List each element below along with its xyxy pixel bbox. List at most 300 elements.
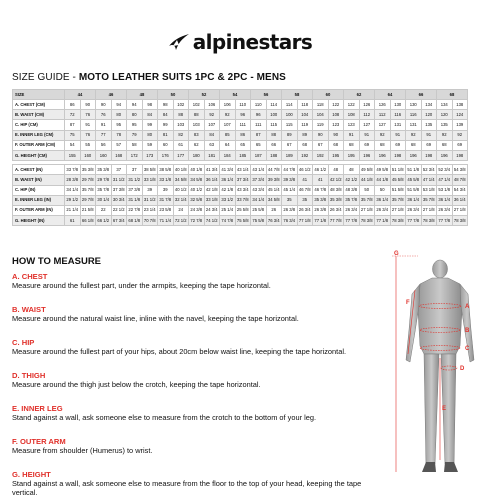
table-cell: 67 3/4: [111, 216, 127, 226]
table-cell: 43 3/4: [235, 185, 251, 195]
table-cell: 48: [328, 165, 344, 175]
table-cell: 92: [375, 130, 391, 140]
measure-item: [12, 404, 372, 437]
table-cell: 35: [282, 195, 298, 205]
table-cell: 33 7/8: [235, 195, 251, 205]
table-cell: 42 1/8: [220, 185, 236, 195]
table-cell: 69: [452, 140, 468, 150]
table-cell: 131: [390, 120, 406, 130]
table-cell: 24 3/4: [204, 205, 220, 215]
table-cell: 77: [96, 130, 112, 140]
table-cell: 177: [173, 150, 189, 160]
table-cell: 68: [344, 140, 360, 150]
table-cell: 107: [220, 120, 236, 130]
row-label: A. CHEST (CM): [13, 100, 65, 110]
table-cell: 29 1/2: [65, 195, 81, 205]
measure-item-description: Measure around the natural waist line, inline with the navel, keeping the tape horizontal.: [12, 314, 299, 323]
size-header-cell: 46: [96, 90, 127, 100]
table-cell: 43 3/4: [251, 185, 267, 195]
table-cell: 30 3/4: [111, 195, 127, 205]
table-cell: 198: [421, 150, 437, 160]
table-cell: 44 7/8: [266, 165, 282, 175]
table-cell: 33 1/2: [220, 195, 236, 205]
table-cell: 78 3/8: [421, 216, 437, 226]
table-cell: 60: [158, 140, 174, 150]
table-cell: 39 3/8: [282, 175, 298, 185]
table-cell: 35 3/8: [328, 195, 344, 205]
table-cell: 69: [421, 140, 437, 150]
table-cell: 33 1/8: [204, 195, 220, 205]
table-cell: 22: [96, 205, 112, 215]
table-cell: 110: [251, 100, 267, 110]
table-row: [13, 110, 468, 120]
table-cell: 135: [421, 120, 437, 130]
table-cell: 91: [344, 130, 360, 140]
measure-item-label: E. INNER LEG: [12, 404, 63, 413]
table-cell: 106: [204, 100, 220, 110]
table-row: [13, 120, 468, 130]
table-cell: 72: [65, 110, 81, 120]
table-cell: 79: [127, 130, 143, 140]
table-cell: 29 7/8: [80, 195, 96, 205]
table-cell: 27 1/8: [421, 205, 437, 215]
table-cell: 22 7/8: [127, 205, 143, 215]
row-label: G. HEIGHT (IN): [13, 216, 65, 226]
table-cell: 41 3/4: [220, 165, 236, 175]
table-cell: 196: [359, 150, 375, 160]
table-cell: 63: [204, 140, 220, 150]
table-cell: 134: [421, 100, 437, 110]
table-cell: 61: [173, 140, 189, 150]
table-cell: 49 5/8: [359, 165, 375, 175]
table-cell: 115: [266, 120, 282, 130]
table-cell: 76: [80, 130, 96, 140]
table-cell: 131: [406, 120, 422, 130]
table-cell: 77 1/8: [375, 216, 391, 226]
table-cell: 27 1/8: [452, 205, 468, 215]
table-cell: 90: [328, 130, 344, 140]
table-cell: 130: [406, 100, 422, 110]
label-b: B: [465, 328, 470, 334]
measure-item: [12, 371, 372, 404]
table-cell: 26 3/8: [282, 205, 298, 215]
size-table: [12, 89, 468, 226]
table-cell: 78: [111, 130, 127, 140]
table-cell: 34 1/4: [65, 185, 81, 195]
table-cell: 26 3/4: [328, 205, 344, 215]
table-cell: 72 1/2: [173, 216, 189, 226]
table-cell: 127: [375, 120, 391, 130]
table-cell: 180: [189, 150, 205, 160]
table-cell: 65: [235, 140, 251, 150]
table-cell: 108: [344, 110, 360, 120]
table-cell: 43 1/4: [251, 165, 267, 175]
table-cell: 40 1/2: [173, 185, 189, 195]
table-cell: 69: [359, 140, 375, 150]
table-cell: 75: [65, 130, 81, 140]
label-c: C: [465, 346, 470, 352]
table-row: [13, 100, 468, 110]
table-cell: 160: [80, 150, 96, 160]
table-row: [13, 195, 468, 205]
table-cell: 38 5/8: [158, 165, 174, 175]
table-cell: 41 3/4: [204, 165, 220, 175]
table-cell: 91: [421, 130, 437, 140]
table-cell: 111: [251, 120, 267, 130]
table-cell: 54: [65, 140, 81, 150]
table-cell: 118: [313, 100, 329, 110]
table-cell: 122: [344, 100, 360, 110]
alpinestars-star-icon: [168, 33, 190, 51]
table-row: [13, 165, 468, 175]
size-header-cell: 62: [344, 90, 375, 100]
table-cell: 124: [452, 110, 468, 120]
table-cell: 34 5/8: [173, 175, 189, 185]
measure-item: [12, 437, 372, 470]
size-header-cell: 54: [220, 90, 251, 100]
table-cell: 69: [390, 140, 406, 150]
table-cell: 76 3/4: [266, 216, 282, 226]
size-header-cell: 44: [65, 90, 96, 100]
size-header-cell: 52: [189, 90, 220, 100]
table-cell: 118: [297, 100, 313, 110]
table-cell: 120: [437, 110, 453, 120]
table-cell: 198: [390, 150, 406, 160]
table-cell: 181: [204, 150, 220, 160]
table-cell: 76 3/4: [282, 216, 298, 226]
table-cell: 75 5/8: [235, 216, 251, 226]
table-cell: 88: [189, 110, 205, 120]
table-cell: 87: [65, 120, 81, 130]
table-cell: 31 1/2: [127, 175, 143, 185]
table-cell: 130: [390, 100, 406, 110]
measure-item-label: C. HIP: [12, 338, 35, 347]
table-cell: 35 3/8: [80, 165, 96, 175]
measure-item-label: A. CHEST: [12, 272, 48, 281]
table-cell: 66 1/8: [80, 216, 96, 226]
row-label: B. WAIST (IN): [13, 175, 65, 185]
table-cell: 116: [390, 110, 406, 120]
table-cell: 52 3/4: [421, 165, 437, 175]
table-cell: 45 1/4: [282, 185, 298, 195]
table-cell: 23 1/4: [142, 205, 158, 215]
table-cell: 43 1/4: [235, 165, 251, 175]
table-cell: 91: [96, 120, 112, 130]
table-cell: 91: [390, 130, 406, 140]
label-e: E: [442, 406, 447, 412]
table-cell: 76: [96, 110, 112, 120]
table-cell: 26 3/4: [297, 205, 313, 215]
table-row: [13, 175, 468, 185]
table-cell: 41: [313, 175, 329, 185]
measure-list: [12, 272, 372, 503]
table-cell: 67: [282, 140, 298, 150]
table-cell: 192: [313, 150, 329, 160]
table-cell: 139: [452, 120, 468, 130]
table-cell: 39: [142, 185, 158, 195]
row-label: E. INNER LEG (IN): [13, 195, 65, 205]
table-cell: 41: [297, 175, 313, 185]
table-cell: 46 7/8: [313, 185, 329, 195]
table-cell: 40 1/8: [189, 165, 205, 175]
row-label: A. CHEST (IN): [13, 165, 65, 175]
table-cell: 123: [328, 120, 344, 130]
table-cell: 78 3/8: [359, 216, 375, 226]
table-cell: 40 1/8: [173, 165, 189, 175]
size-header-cell: 68: [437, 90, 468, 100]
table-cell: 62: [189, 140, 205, 150]
table-cell: 33 1/8: [158, 175, 174, 185]
table-cell: 74 1/2: [204, 216, 220, 226]
title-main: MOTO LEATHER SUITS 1PC & 2PC - MENS: [78, 72, 286, 83]
table-cell: 77 7/8: [344, 216, 360, 226]
table-cell: 26 3/4: [375, 205, 391, 215]
table-row: [13, 205, 468, 215]
table-cell: 42 1/2: [328, 175, 344, 185]
table-cell: 106: [220, 100, 236, 110]
table-cell: 36 1/4: [437, 195, 453, 205]
table-cell: 51 1/8: [390, 165, 406, 175]
table-cell: 35 7/8: [390, 195, 406, 205]
table-cell: 185: [235, 150, 251, 160]
title-prefix: SIZE GUIDE -: [12, 72, 79, 83]
table-cell: 30 1/4: [96, 195, 112, 205]
table-cell: 33 1/8: [142, 175, 158, 185]
table-cell: 89: [297, 130, 313, 140]
table-cell: 53 1/8: [437, 185, 453, 195]
table-cell: 86: [235, 130, 251, 140]
table-cell: 108: [328, 110, 344, 120]
table-cell: 74 7/8: [220, 216, 236, 226]
table-cell: 192: [297, 150, 313, 160]
table-cell: 39: [158, 185, 174, 195]
table-cell: 87: [251, 130, 267, 140]
table-cell: 67: [313, 140, 329, 150]
table-cell: 70 7/8: [142, 216, 158, 226]
table-cell: 25 5/8: [235, 205, 251, 215]
table-cell: 37 3/4: [251, 175, 267, 185]
table-cell: 44 1/8: [375, 175, 391, 185]
table-cell: 134: [437, 100, 453, 110]
table-row: [13, 150, 468, 160]
table-cell: 36 1/4: [452, 195, 468, 205]
table-cell: 31 7/8: [158, 195, 174, 205]
table-cell: 36 1/4: [406, 195, 422, 205]
table-cell: 103: [173, 120, 189, 130]
table-cell: 42 1/8: [204, 185, 220, 195]
table-cell: 68: [437, 140, 453, 150]
table-cell: 196: [406, 150, 422, 160]
table-cell: 35 3/8: [313, 195, 329, 205]
table-cell: 25 5/8: [251, 205, 267, 215]
table-cell: 45 5/8: [406, 175, 422, 185]
table-cell: 188: [266, 150, 282, 160]
table-cell: 50: [375, 185, 391, 195]
table-cell: 35 7/8: [359, 195, 375, 205]
measure-item-description: Stand against a wall, ask someone else to measure from the crotch to the bottom of your leg.: [12, 413, 316, 422]
table-cell: 24: [173, 205, 189, 215]
table-cell: 51 5/8: [406, 185, 422, 195]
measure-item: [12, 305, 372, 338]
body-silhouette-icon: [382, 250, 478, 476]
brand-name: alpinestars: [192, 30, 313, 54]
table-row: [13, 130, 468, 140]
table-cell: 45 5/8: [390, 175, 406, 185]
table-cell: 61: [65, 216, 81, 226]
table-cell: 21 5/8: [80, 205, 96, 215]
table-cell: 82: [173, 130, 189, 140]
table-cell: 81: [158, 130, 174, 140]
table-cell: 37 3/8: [111, 185, 127, 195]
table-cell: 23 5/8: [158, 205, 174, 215]
size-header-cell: 66: [406, 90, 437, 100]
table-cell: 50: [359, 185, 375, 195]
table-cell: 110: [235, 100, 251, 110]
table-cell: 102: [189, 100, 205, 110]
measure-item-label: D. THIGH: [12, 371, 46, 380]
table-cell: 36 1/4: [204, 175, 220, 185]
table-cell: 38 5/8: [142, 165, 158, 175]
table-cell: 55: [80, 140, 96, 150]
table-cell: 120: [421, 110, 437, 120]
table-cell: 127: [359, 120, 375, 130]
table-cell: 57: [111, 140, 127, 150]
table-cell: 33 7/8: [65, 165, 81, 175]
size-header-label: SIZE: [13, 90, 65, 100]
label-f: F: [406, 300, 410, 306]
table-cell: 56: [96, 140, 112, 150]
table-cell: 48 3/8: [328, 185, 344, 195]
table-cell: 173: [142, 150, 158, 160]
table-cell: 34 1/4: [251, 195, 267, 205]
table-cell: 78 3/8: [390, 216, 406, 226]
row-label: C. HIP (IN): [13, 185, 65, 195]
size-header-cell: 60: [313, 90, 344, 100]
table-cell: 94: [127, 100, 143, 110]
table-cell: 85: [220, 130, 236, 140]
table-cell: 112: [359, 110, 375, 120]
brand-logo: [0, 28, 480, 56]
measure-item-description: Measure around the thigh just below the crotch, keeping the tape horizontal.: [12, 380, 261, 389]
measure-item-description: Measure around the fullest part, under the armpits, keeping the tape horizontal.: [12, 281, 271, 290]
table-cell: 77 1/8: [313, 216, 329, 226]
table-cell: 26 3/4: [437, 205, 453, 215]
label-d: D: [460, 366, 465, 372]
table-cell: 90: [313, 130, 329, 140]
table-cell: 172: [127, 150, 143, 160]
table-cell: 196: [437, 150, 453, 160]
how-to-measure-heading: HOW TO MEASURE: [12, 256, 102, 267]
table-cell: 90: [96, 100, 112, 110]
table-cell: 92: [220, 110, 236, 120]
table-cell: 51 1/8: [406, 165, 422, 175]
table-cell: 40 1/2: [189, 185, 205, 195]
table-cell: 45 1/4: [266, 185, 282, 195]
table-cell: 29 7/8: [80, 175, 96, 185]
table-cell: 59: [142, 140, 158, 150]
table-cell: 160: [96, 150, 112, 160]
table-cell: 112: [375, 110, 391, 120]
table-cell: 54 3/4: [452, 185, 468, 195]
table-cell: 103: [189, 120, 205, 130]
table-cell: 39 3/8: [266, 175, 282, 185]
table-cell: 123: [344, 120, 360, 130]
table-cell: 68: [375, 140, 391, 150]
table-cell: 92: [204, 110, 220, 120]
table-cell: 95: [127, 120, 143, 130]
table-cell: 34 5/8: [189, 175, 205, 185]
table-cell: 53 1/8: [421, 185, 437, 195]
table-cell: 37 3/4: [235, 175, 251, 185]
table-cell: 84: [158, 110, 174, 120]
row-label: F. OUTER ARM (CM): [13, 140, 65, 150]
table-cell: 80: [142, 130, 158, 140]
table-cell: 77 1/8: [297, 216, 313, 226]
table-cell: 68: [328, 140, 344, 150]
table-cell: 68 1/8: [127, 216, 143, 226]
table-cell: 78 3/8: [452, 216, 468, 226]
table-cell: 35 7/8: [80, 185, 96, 195]
table-row: [13, 185, 468, 195]
table-cell: 196: [375, 150, 391, 160]
measure-item-description: Measure around the fullest part of your hips, about 20cm below waist line, keeping the tape horizontal.: [12, 347, 347, 356]
table-cell: 114: [282, 100, 298, 110]
table-cell: 26 3/4: [406, 205, 422, 215]
table-cell: 35 3/8: [96, 165, 112, 175]
table-cell: 31 1/2: [111, 175, 127, 185]
table-cell: 35 7/8: [421, 195, 437, 205]
row-label: C. HIP (CM): [13, 120, 65, 130]
table-cell: 28 3/8: [65, 175, 81, 185]
table-cell: 155: [65, 150, 81, 160]
table-cell: 46 1/2: [297, 165, 313, 175]
table-cell: 27 1/8: [390, 205, 406, 215]
table-cell: 52 3/4: [437, 165, 453, 175]
table-cell: 22 1/2: [111, 205, 127, 215]
table-cell: 90: [80, 100, 96, 110]
table-cell: 42 1/2: [344, 175, 360, 185]
table-cell: 68: [406, 140, 422, 150]
table-cell: 27 1/8: [359, 205, 375, 215]
table-cell: 29 7/8: [96, 175, 112, 185]
table-cell: 84: [204, 130, 220, 140]
measure-item: [12, 338, 372, 371]
table-cell: 94: [111, 100, 127, 110]
table-cell: 83: [189, 130, 205, 140]
table-cell: 72 7/8: [189, 216, 205, 226]
table-cell: 107: [204, 120, 220, 130]
table-cell: 98: [158, 100, 174, 110]
table-cell: 35: [297, 195, 313, 205]
measure-item: [12, 470, 372, 503]
table-cell: 80: [111, 110, 127, 120]
size-header-cell: 64: [375, 90, 406, 100]
table-cell: 36 1/4: [375, 195, 391, 205]
table-cell: 92: [406, 130, 422, 140]
table-cell: 44 7/8: [282, 165, 298, 175]
table-cell: 95: [111, 120, 127, 130]
table-cell: 21 1/4: [65, 205, 81, 215]
table-cell: 116: [406, 110, 422, 120]
table-cell: 119: [297, 120, 313, 130]
table-cell: 37: [127, 165, 143, 175]
table-cell: 26 3/8: [313, 205, 329, 215]
label-a: A: [465, 304, 470, 310]
row-label: F. OUTER ARM (IN): [13, 205, 65, 215]
table-cell: 189: [282, 150, 298, 160]
table-cell: 26: [266, 205, 282, 215]
table-row: [13, 140, 468, 150]
